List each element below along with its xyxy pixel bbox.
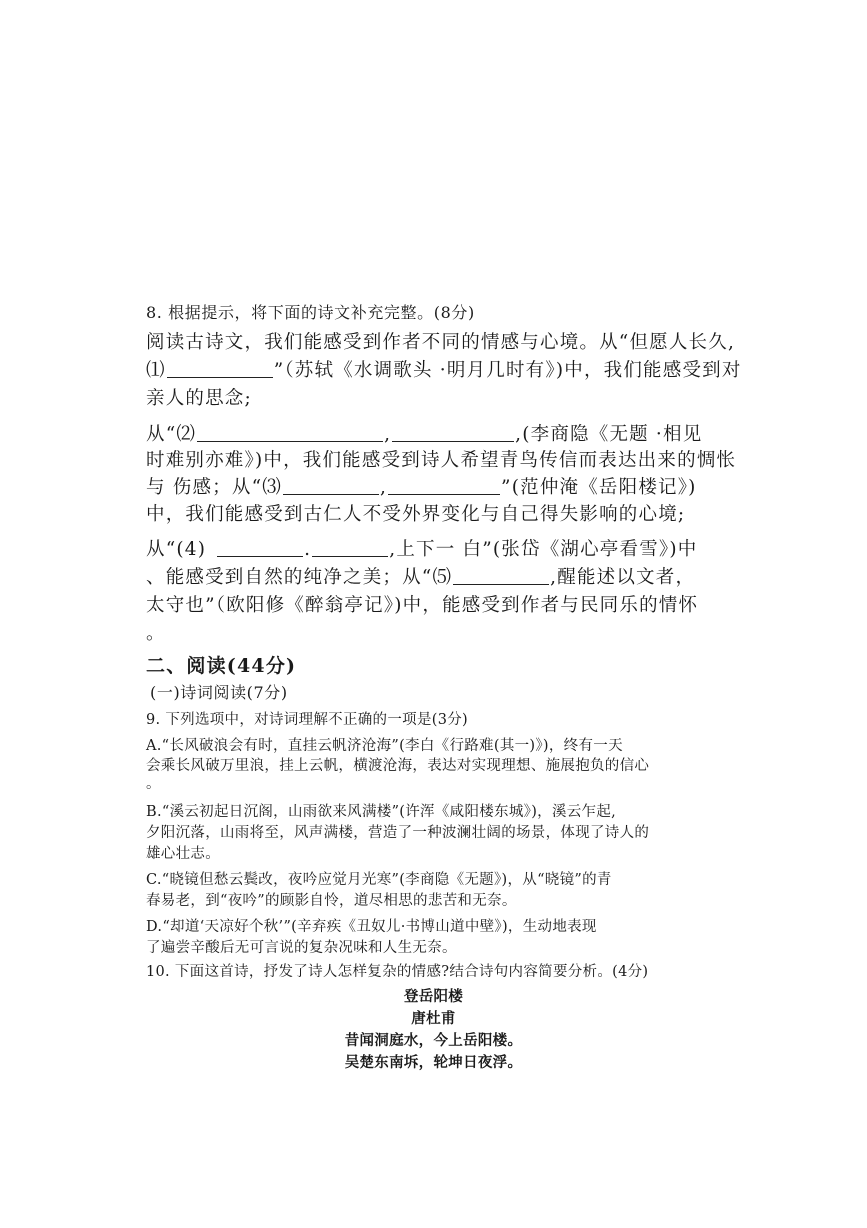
q8-line-8-c: ,上下一 白”(张岱《湖心亭看雪》)中	[389, 539, 698, 560]
answer-blank-2b[interactable]	[392, 440, 514, 442]
q8-line-3: 亲人的思念;	[146, 388, 252, 409]
q8-line-4	[146, 426, 702, 445]
q8-line-6	[146, 479, 697, 498]
poem-line-1: 昔闻洞庭水，今上岳阳楼。	[344, 1032, 523, 1049]
q8-line-5: 时难别亦难》)中，我们能感受到诗人希望青鸟传信而表达出来的惆怅	[146, 450, 737, 471]
q9-option-b-line-2: 夕阳沉落，山雨将至，风声满楼，营造了一种波澜壮阔的场景，体现了诗人的	[146, 825, 650, 841]
q8-line-6-c: ”(范仲淹《岳阳楼记》)	[501, 477, 697, 498]
q9-option-a-line-2: 会乘长风破万里浪，挂上云帆，横渡沧海，表达对实现理想、施展抱负的信心	[146, 758, 650, 774]
blank-number-1: ⑴	[146, 360, 166, 381]
q9-option-d-line-2: 了遍尝辛酸后无可言说的复杂况味和人生无奈。	[146, 940, 457, 956]
q8-line-8	[146, 541, 697, 560]
q8-line-9	[146, 569, 695, 588]
q8-line-4-c: ,(李商隐《无题 ·相见	[515, 424, 703, 445]
q9-option-d-line-1: D.“却道‘天凉好个秋’”(辛弃疾《丑奴儿·书博山道中壁》)，生动地表现	[146, 919, 597, 935]
q9-option-b-line-1: B.“溪云初起日沉阁，山雨欲来风满楼”(许浑《咸阳楼东城》)，溪云乍起,	[146, 804, 617, 820]
section-heading: 二、阅读(44分)	[146, 655, 297, 677]
poem-author: 唐杜甫	[411, 1010, 456, 1027]
q8-line-9-a: 、能感受到自然的纯净之美；从“⑸	[146, 567, 453, 588]
q10-title: 10. 下面这首诗，抒发了诗人怎样复杂的情感?结合诗句内容简要分析。(4分)	[146, 964, 649, 980]
q8-line-10: 太守也”（欧阳修《醉翁亭记》)中，能感受到作者与民同乐的情怀	[146, 595, 699, 616]
poem-title: 登岳阳楼	[403, 988, 464, 1005]
q9-option-a-line-1: A.“长风破浪会有时，直挂云帆济沧海”(李白《行路难(其一)》)，终有一天	[146, 738, 623, 754]
answer-blank-4b[interactable]	[312, 555, 388, 557]
q8-line-6-a: 与 伤感；从“⑶	[146, 477, 282, 498]
q8-title: 8. 根据提示，将下面的诗文补充完整。(8分)	[146, 303, 475, 322]
q9-option-b-line-3: 雄心壮志。	[146, 846, 220, 862]
q8-line-8-b: .	[304, 539, 312, 560]
q9-option-c-line-2: 春易老，到“夜吟”的顾影自怜，道尽相思的悲苦和无奈。	[146, 893, 517, 909]
q8-line-2-text: ”（苏轼《水调歌头 ·明月几时有》)中，我们能感受到对	[273, 360, 742, 381]
q8-line-1: 阅读古诗文，我们能感受到作者不同的情感与心境。从“但愿人长久,	[146, 332, 736, 353]
q8-line-7: 中，我们能感受到古仁人不受外界变化与自己得失影响的心境;	[146, 504, 686, 525]
answer-blank-3b[interactable]	[388, 493, 500, 495]
q9-option-c-line-1: C.“晓镜但愁云鬓改，夜吟应觉月光寒”(李商隐《无题》)，从“晓镜”的青	[146, 872, 612, 888]
q8-line-9-b: ,醒能述以文者，	[550, 567, 696, 588]
poem-line-2: 吴楚东南坼，轮坤日夜浮。	[344, 1054, 523, 1071]
q8-line-2	[146, 362, 742, 381]
answer-blank-2a[interactable]	[197, 440, 383, 442]
answer-blank-1[interactable]	[167, 376, 273, 378]
subsection-heading: (一)诗词阅读(7分)	[150, 683, 288, 702]
q8-line-6-b: ,	[379, 477, 388, 498]
q9-title: 9. 下列选项中，对诗词理解不正确的一项是(3分)	[146, 712, 468, 728]
answer-blank-5[interactable]	[453, 583, 549, 585]
q9-option-a-line-3: 。	[146, 776, 161, 792]
q8-line-11: 。	[146, 623, 166, 644]
q8-line-4-a: 从“⑵	[146, 424, 197, 445]
answer-blank-3a[interactable]	[283, 493, 379, 495]
answer-blank-4a[interactable]	[217, 555, 303, 557]
q8-line-8-a: 从“(4)	[146, 539, 207, 560]
q8-line-4-b: ,	[384, 424, 392, 445]
